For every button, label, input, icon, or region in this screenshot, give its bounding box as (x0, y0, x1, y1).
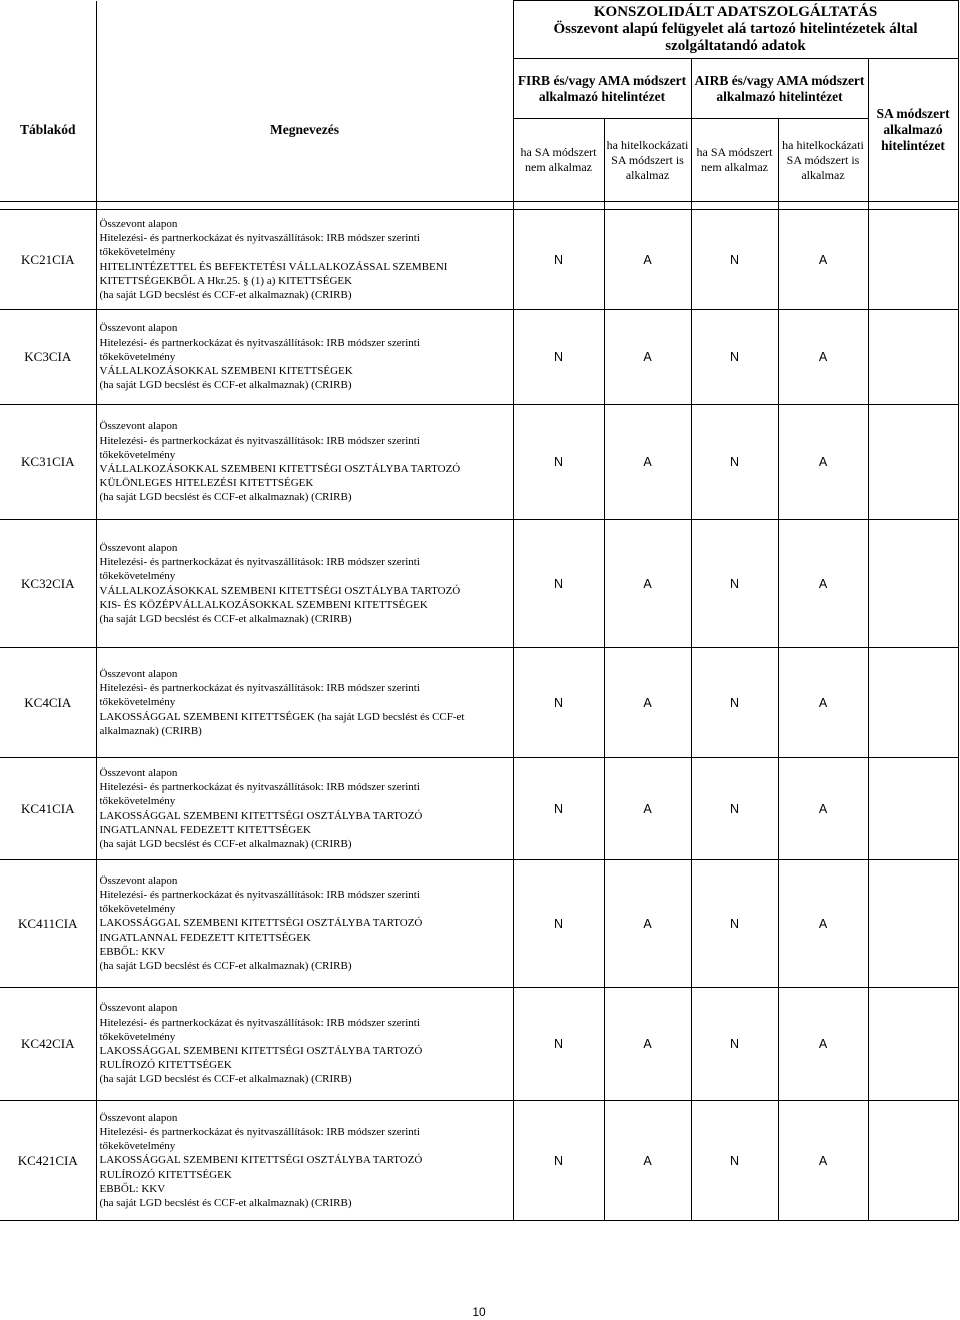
airb-sa-flag: A (778, 1101, 868, 1221)
table-code-cell: KC21CIA (0, 210, 96, 310)
sa-flag (868, 405, 958, 520)
description-line: Hitelezési- és partnerkockázat és nyitvaszállítások: IRB módszer szerinti (99, 556, 420, 569)
description-line: Hitelezési- és partnerkockázat és nyitvaszállítások: IRB módszer szerinti (99, 232, 420, 245)
firb-no-sa-flag: N (513, 210, 604, 310)
firb-sa-flag: A (604, 648, 691, 758)
description-line: Összevont alapon (99, 322, 178, 335)
table-description-cell (96, 648, 513, 758)
airb-header: AIRB és/vagy AMA módszert alkalmazó hitelintézet (691, 59, 868, 119)
description-line: LAKOSSÁGGAL SZEMBENI KITETTSÉGI OSZTÁLYBA TARTOZÓ (99, 1045, 423, 1057)
firb-sa-flag: A (604, 405, 691, 520)
description-line: Hitelezési- és partnerkockázat és nyitvaszállítások: IRB módszer szerinti (99, 336, 420, 349)
table-row (0, 310, 958, 405)
airb-sa-flag: A (778, 310, 868, 405)
airb-no-sa-flag: N (691, 648, 778, 758)
description-line: tőkekövetelmény (99, 350, 176, 363)
firb-no-sa-flag: N (513, 648, 604, 758)
table-description-cell (96, 860, 513, 988)
airb-no-sa-flag: N (691, 210, 778, 310)
description-line: Hitelezési- és partnerkockázat és nyitvaszállítások: IRB módszer szerinti (99, 781, 420, 794)
description-line: tőkekövetelmény (99, 570, 176, 583)
airb-no-sa-flag: N (691, 758, 778, 860)
table-code-cell: KC41CIA (0, 758, 96, 860)
table-row (0, 860, 958, 988)
description-line: Összevont alapon (99, 217, 178, 230)
description-line: Összevont alapon (99, 1111, 178, 1124)
description-line: Összevont alapon (99, 541, 178, 554)
firb-sa-header: ha hitelkockázati SA módszert is alkalmaz (604, 119, 691, 202)
firb-no-sa-flag: N (513, 1101, 604, 1221)
description-line: (ha saját LGD becslést és CCF-et alkalmaznak) (CRIRB) (99, 1197, 352, 1209)
airb-sa-flag: A (778, 648, 868, 758)
sa-flag (868, 210, 958, 310)
sa-flag (868, 648, 958, 758)
firb-sa-flag: A (604, 1101, 691, 1221)
description-line: VÁLLALKOZÁSOKKAL SZEMBENI KITETTSÉGI OSZTÁLYBA TARTOZÓ (99, 584, 461, 597)
description-line: VÁLLALKOZÁSOKKAL SZEMBENI KITETTSÉGEK (99, 365, 353, 378)
sa-flag (868, 758, 958, 860)
firb-sa-flag: A (604, 860, 691, 988)
description-line: LAKOSSÁGGAL SZEMBENI KITETTSÉGEK (ha saját LGD becslést és CCF-et (99, 710, 465, 723)
firb-sa-flag: A (604, 520, 691, 648)
table-code-cell: KC421CIA (0, 1101, 96, 1221)
description-line: LAKOSSÁGGAL SZEMBENI KITETTSÉGI OSZTÁLYBA TARTOZÓ (99, 1154, 423, 1167)
table-description-cell (96, 988, 513, 1101)
firb-no-sa-flag: N (513, 860, 604, 988)
sa-flag (868, 860, 958, 988)
description-line: Hitelezési- és partnerkockázat és nyitvaszállítások: IRB módszer szerinti (99, 682, 420, 695)
firb-no-sa-flag: N (513, 520, 604, 648)
report-subtitle-1: Összevont alapú felügyelet alá tartozó hitelintézetek által (553, 21, 918, 37)
table-code-cell: KC31CIA (0, 405, 96, 520)
table-description-cell (96, 758, 513, 860)
airb-no-sa-header: ha SA módszert nem alkalmaz (691, 119, 778, 202)
description-line: INGATLANNAL FEDEZETT KITETTSÉGEK (99, 931, 311, 944)
description-line: tőkekövetelmény (99, 696, 176, 709)
report-title (513, 1, 958, 59)
table-row (0, 1101, 958, 1221)
sa-flag (868, 520, 958, 648)
description-line: Összevont alapon (99, 1002, 178, 1015)
report-subtitle-2: szolgáltatandó adatok (665, 38, 806, 54)
description-line: KÜLÖNLEGES HITELEZÉSI KITETTSÉGEK (99, 477, 314, 490)
description-line: alkalmaznak) (CRIRB) (99, 724, 202, 737)
description-line: RULÍROZÓ KITETTSÉGEK (99, 1059, 232, 1072)
sa-flag (868, 1101, 958, 1221)
description-line: RULÍROZÓ KITETTSÉGEK (99, 1168, 232, 1181)
firb-no-sa-flag: N (513, 310, 604, 405)
table-code-cell: KC411CIA (0, 860, 96, 988)
description-line: tőkekövetelmény (99, 903, 176, 916)
firb-header: FIRB és/vagy AMA módszert alkalmazó hitelintézet (513, 59, 691, 119)
description-line: (ha saját LGD becslést és CCF-et alkalmaznak) (CRIRB) (99, 612, 352, 625)
airb-sa-flag: A (778, 210, 868, 310)
header-spacer-row (0, 202, 958, 210)
airb-no-sa-flag: N (691, 988, 778, 1101)
airb-no-sa-flag: N (691, 405, 778, 520)
airb-sa-flag: A (778, 758, 868, 860)
airb-sa-flag: A (778, 405, 868, 520)
description-line: LAKOSSÁGGAL SZEMBENI KITETTSÉGI OSZTÁLYBA TARTOZÓ (99, 809, 423, 822)
description-line: (ha saját LGD becslést és CCF-et alkalmaznak) (CRIRB) (99, 1073, 352, 1086)
description-line: (ha saját LGD becslést és CCF-et alkalmaznak) (CRIRB) (99, 379, 352, 392)
table-row (0, 520, 958, 648)
description-line: (ha saját LGD becslést és CCF-et alkalmaznak) (CRIRB) (99, 960, 352, 972)
table-row (0, 758, 958, 860)
description-line: Összevont alapon (99, 874, 178, 887)
description-line: Összevont alapon (99, 667, 178, 680)
description-line: HITELINTÉZETTEL ÉS BEFEKTETÉSI VÁLLALKOZÁSSAL SZEMBENI (99, 260, 448, 273)
firb-no-sa-header: ha SA módszert nem alkalmaz (513, 119, 604, 202)
header-title-row (0, 1, 958, 59)
table-description-cell (96, 405, 513, 520)
airb-sa-flag: A (778, 520, 868, 648)
description-line: tőkekövetelmény (99, 448, 176, 461)
table-code-cell: KC32CIA (0, 520, 96, 648)
description-line: KIS- ÉS KÖZÉPVÁLLALKOZÁSOKKAL SZEMBENI KITETTSÉGEK (99, 598, 428, 611)
table-description-cell (96, 210, 513, 310)
table-row (0, 648, 958, 758)
description-line: LAKOSSÁGGAL SZEMBENI KITETTSÉGI OSZTÁLYBA TARTOZÓ (99, 917, 423, 930)
description-line: EBBŐL: KKV (99, 1182, 166, 1195)
description-line: (ha saját LGD becslést és CCF-et alkalmaznak) (CRIRB) (99, 491, 352, 504)
table-row (0, 210, 958, 310)
airb-no-sa-flag: N (691, 310, 778, 405)
description-line: EBBŐL: KKV (99, 945, 166, 958)
description-line: INGATLANNAL FEDEZETT KITETTSÉGEK (99, 823, 311, 836)
table-description-cell (96, 1101, 513, 1221)
firb-no-sa-flag: N (513, 405, 604, 520)
table-description-cell (96, 520, 513, 648)
description-line: tőkekövetelmény (99, 246, 176, 259)
description-line: Hitelezési- és partnerkockázat és nyitvaszállítások: IRB módszer szerinti (99, 888, 420, 901)
description-line: KITETTSÉGEKBŐL A Hkr.25. § (1) a) KITETTSÉGEK (99, 274, 353, 287)
firb-no-sa-flag: N (513, 758, 604, 860)
table-code-cell: KC3CIA (0, 310, 96, 405)
airb-no-sa-flag: N (691, 860, 778, 988)
firb-sa-flag: A (604, 310, 691, 405)
header-method-row (0, 59, 958, 119)
description-line: Összevont alapon (99, 766, 178, 779)
table-code-cell: KC42CIA (0, 988, 96, 1101)
description-line: Összevont alapon (99, 420, 178, 433)
col-header-name: Megnevezés (96, 59, 513, 202)
description-line: Hitelezési- és partnerkockázat és nyitvaszállítások: IRB módszer szerinti (99, 1125, 420, 1138)
table-code-cell: KC4CIA (0, 648, 96, 758)
sa-flag (868, 988, 958, 1101)
sa-header: SA módszert alkalmazó hitelintézet (868, 59, 958, 202)
firb-sa-flag: A (604, 988, 691, 1101)
firb-sa-flag: A (604, 210, 691, 310)
airb-sa-flag: A (778, 860, 868, 988)
airb-no-sa-flag: N (691, 520, 778, 648)
description-line: tőkekövetelmény (99, 795, 176, 808)
page-number: 10 (472, 1305, 486, 1319)
firb-no-sa-flag: N (513, 988, 604, 1101)
description-line: VÁLLALKOZÁSOKKAL SZEMBENI KITETTSÉGI OSZTÁLYBA TARTOZÓ (99, 463, 461, 475)
airb-sa-flag: A (778, 988, 868, 1101)
table-row (0, 988, 958, 1101)
description-line: (ha saját LGD becslést és CCF-et alkalmaznak) (CRIRB) (99, 837, 352, 850)
airb-sa-header: ha hitelkockázati SA módszert is alkalmaz (778, 119, 868, 202)
airb-no-sa-flag: N (691, 1101, 778, 1221)
description-line: tőkekövetelmény (99, 1030, 176, 1043)
description-line: (ha saját LGD becslést és CCF-et alkalmaznak) (CRIRB) (99, 288, 352, 301)
report-title-main: KONSZOLIDÁLT ADATSZOLGÁLTATÁS (593, 4, 878, 20)
description-line: Hitelezési- és partnerkockázat és nyitvaszállítások: IRB módszer szerinti (99, 1016, 420, 1029)
table-description-cell (96, 310, 513, 405)
firb-sa-flag: A (604, 758, 691, 860)
sa-flag (868, 310, 958, 405)
description-line: Hitelezési- és partnerkockázat és nyitvaszállítások: IRB módszer szerinti (99, 434, 420, 447)
table-row (0, 405, 958, 520)
description-line: tőkekövetelmény (99, 1140, 176, 1153)
col-header-code: Táblakód (0, 59, 96, 202)
